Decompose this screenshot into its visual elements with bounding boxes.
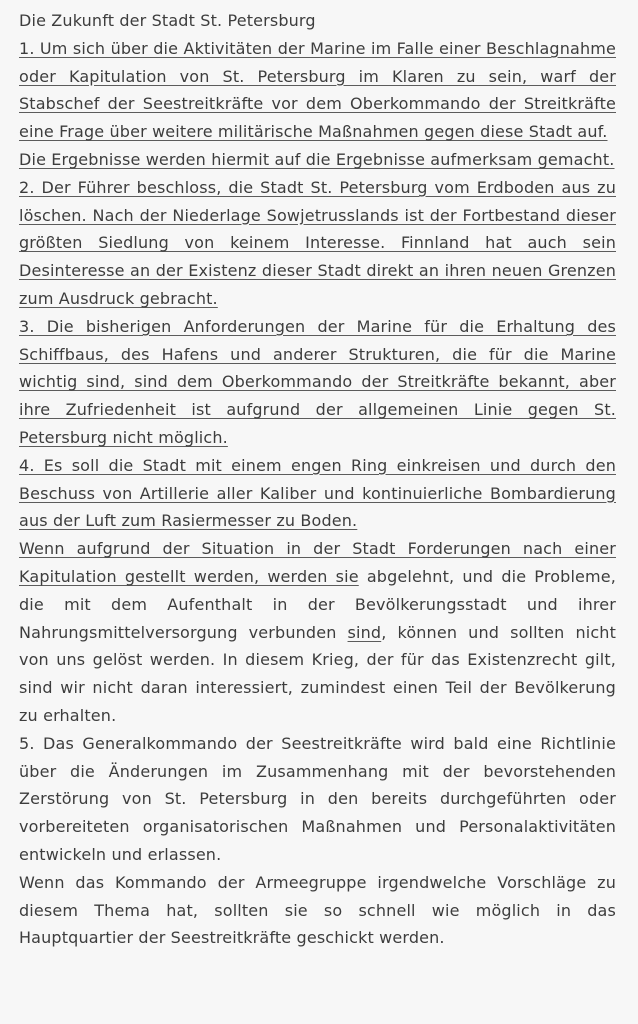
paragraph-4-continued xyxy=(19,535,616,730)
paragraph-5: 5. Das Generalkommando der Seestreitkräfte wird bald eine Richtlinie über die Änderungen im Zusammenhang mit der bevorstehenden Zerstörung von St. Petersburg in den bereits durchgeführten oder vorbereiteten organisatorischen Maßnahmen und Personalaktivitäten entwickeln und erlassen. xyxy=(19,733,616,864)
paragraph-2: 2. Der Führer beschloss, die Stadt St. Petersburg vom Erdboden aus zu löschen. Nach der Niederlage Sowjetrusslands ist der Fortbestand dieser größten Siedlung von keinem Interesse. Finnland hat auch sein Desinteresse an der Existenz dieser Stadt direkt an ihren neuen Grenzen zum Ausdruck gebracht. xyxy=(19,177,616,308)
paragraph-1-note: Die Ergebnisse werden hiermit auf die Ergebnisse aufmerksam gemacht. xyxy=(19,149,615,169)
plain-segment: abgelehnt, und die Probleme, die mit dem Aufenthalt in der Bevölkerungsstadt und ihrer Nahrungsmittelversorgung verbunden xyxy=(19,566,616,642)
underlined-segment: Wenn aufgrund der Situation in der Stadt Forderungen nach einer Kapitulation gestellt werden, werden sie xyxy=(19,539,616,586)
document-title: Die Zukunft der Stadt St. Petersburg xyxy=(19,11,316,30)
underlined-word: sind xyxy=(347,622,382,642)
paragraph-1: 1. Um sich über die Aktivitäten der Marine im Falle einer Beschlagnahme oder Kapitulation von St. Petersburg im Klaren zu sein, warf der Stabschef der Seestreitkräfte vor dem Oberkommando der Streitkräfte eine Frage über weitere militärische Maßnahmen gegen diese Stadt auf. xyxy=(19,38,616,142)
paragraph-4: 4. Es soll die Stadt mit einem engen Ring einkreisen und durch den Beschuss von Artillerie aller Kaliber und kontinuierliche Bombardierung aus der Luft zum Rasiermesser zu Boden. xyxy=(19,455,616,531)
plain-segment-end: , können und sollten nicht von uns gelöst werden. In diesem Krieg, der für das Existenzrecht gilt, sind wir nicht daran interessiert, zumindest einen Teil der Bevölkerung zu erhalten. xyxy=(19,622,616,725)
paragraph-6: Wenn das Kommando der Armeegruppe irgendwelche Vorschläge zu diesem Thema hat, sollten sie so schnell wie möglich in das Hauptquartier der Seestreitkräfte geschickt werden. xyxy=(19,872,616,948)
paragraph-3: 3. Die bisherigen Anforderungen der Marine für die Erhaltung des Schiffbaus, des Hafens und anderer Strukturen, die für die Marine wichtig sind, sind dem Oberkommando der Streitkräfte bekannt, aber ihre Zufriedenheit ist aufgrund der allgemeinen Linie gegen St. Petersburg nicht möglich. xyxy=(19,316,616,447)
document-body xyxy=(19,7,616,952)
